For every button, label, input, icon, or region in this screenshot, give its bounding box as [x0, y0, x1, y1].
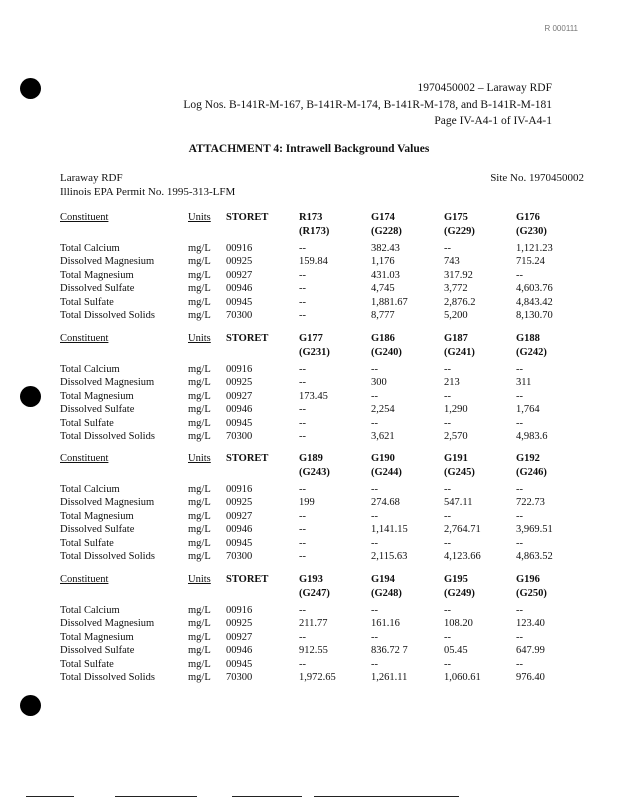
constituent-name: Dissolved Sulfate [60, 404, 135, 416]
units: mg/L [188, 524, 211, 536]
constituent-name: Dissolved Sulfate [60, 645, 135, 657]
table-row [60, 523, 586, 536]
value: -- [299, 484, 306, 495]
value: 431.03 [371, 269, 400, 281]
well-id: R173 [299, 212, 323, 223]
value: 647.99 [516, 645, 545, 657]
units: mg/L [188, 243, 211, 254]
facility-name: Laraway RDF [60, 172, 123, 184]
storet-code: 00916 [226, 243, 253, 254]
constituent-name: Total Dissolved Solids [60, 310, 155, 322]
table-row [60, 537, 586, 550]
storet-code: 00927 [226, 390, 253, 402]
storet-header: STORET [226, 212, 269, 223]
well-code: (G241) [444, 347, 475, 358]
storet-code: 00925 [226, 256, 253, 268]
storet-code: 00925 [226, 377, 253, 389]
well-code: (G229) [444, 226, 475, 237]
value: 317.92 [444, 269, 473, 281]
value: -- [299, 537, 306, 549]
units: mg/L [188, 484, 211, 495]
value: -- [444, 537, 451, 549]
value: 274.68 [371, 497, 400, 509]
well-code: (G231) [299, 347, 330, 358]
punch-hole [20, 695, 41, 716]
constituent-name: Dissolved Sulfate [60, 524, 135, 536]
attachment-title: ATTACHMENT 4: Intrawell Background Values [188, 143, 430, 155]
value: -- [516, 269, 523, 281]
storet-code: 00916 [226, 364, 253, 375]
value: -- [299, 296, 306, 308]
punch-hole [20, 78, 41, 99]
value: -- [371, 417, 378, 429]
background-values-table-2 [60, 332, 586, 443]
well-id: G188 [516, 333, 540, 344]
value: -- [299, 524, 306, 536]
storet-code: 00945 [226, 658, 253, 670]
storet-code: 00927 [226, 510, 253, 522]
value: 213 [444, 377, 460, 389]
value: 8,130.70 [516, 310, 553, 322]
value: 2,876.2 [444, 296, 476, 308]
value: -- [371, 484, 378, 495]
constituent-name: Dissolved Magnesium [60, 497, 155, 509]
signature-line [314, 796, 459, 797]
table-row [60, 510, 586, 523]
value: 4,863.52 [516, 551, 553, 563]
well-code: (G242) [516, 347, 547, 358]
storet-header: STORET [226, 453, 269, 464]
value: 2,115.63 [371, 551, 408, 563]
signature-line [115, 796, 197, 797]
constituent-header: Constituent [60, 333, 109, 344]
units: mg/L [188, 537, 211, 549]
storet-code: 70300 [226, 672, 253, 684]
storet-code: 00945 [226, 296, 253, 308]
well-code: (G245) [444, 467, 475, 478]
units: mg/L [188, 672, 211, 684]
storet-code: 00927 [226, 631, 253, 643]
value: 1,764 [516, 404, 540, 416]
value: 3,772 [444, 283, 468, 295]
value: -- [371, 364, 378, 375]
well-code-row [60, 346, 586, 363]
storet-code: 00925 [226, 497, 253, 509]
units: mg/L [188, 390, 211, 402]
page-stamp: R 000111 [544, 24, 578, 33]
units: mg/L [188, 605, 211, 616]
well-id: G194 [371, 574, 395, 585]
value: -- [299, 377, 306, 389]
storet-code: 70300 [226, 431, 253, 443]
storet-code: 00945 [226, 417, 253, 429]
value: 976.40 [516, 672, 545, 684]
units: mg/L [188, 510, 211, 522]
value: -- [516, 510, 523, 522]
value: 300 [371, 377, 387, 389]
value: 1,290 [444, 404, 468, 416]
value: -- [516, 417, 523, 429]
table-row [60, 390, 586, 403]
storet-code: 00946 [226, 524, 253, 536]
well-code: (G228) [371, 226, 402, 237]
storet-header: STORET [226, 333, 269, 344]
value: 836.72 7 [371, 645, 408, 657]
well-code: (G247) [299, 588, 330, 599]
value: -- [516, 390, 523, 402]
constituent-name: Total Calcium [60, 243, 120, 254]
value: -- [444, 658, 451, 670]
units-header: Units [188, 574, 211, 585]
units: mg/L [188, 283, 211, 295]
background-values-table-3 [60, 452, 586, 563]
storet-header: STORET [226, 574, 269, 585]
constituent-name: Total Sulfate [60, 296, 114, 308]
constituent-name: Total Magnesium [60, 390, 134, 402]
constituent-name: Total Sulfate [60, 417, 114, 429]
well-id: G192 [516, 453, 540, 464]
value: 382.43 [371, 243, 400, 254]
value: -- [444, 364, 451, 375]
table-row [60, 269, 586, 282]
well-id: G174 [371, 212, 395, 223]
storet-code: 00916 [226, 484, 253, 495]
value: -- [299, 269, 306, 281]
well-id: G191 [444, 453, 468, 464]
constituent-name: Total Magnesium [60, 269, 134, 281]
well-code: (G246) [516, 467, 547, 478]
permit-number: Illinois EPA Permit No. 1995-313-LFM [60, 186, 236, 198]
value: 2,764.71 [444, 524, 481, 536]
storet-code: 00946 [226, 404, 253, 416]
value: 912.55 [299, 645, 328, 657]
value: -- [299, 658, 306, 670]
value: -- [444, 510, 451, 522]
table-row [60, 550, 586, 563]
storet-code: 00945 [226, 537, 253, 549]
table-row [60, 617, 586, 630]
value: -- [371, 510, 378, 522]
value: -- [299, 431, 306, 443]
table-header-row [60, 573, 586, 587]
units: mg/L [188, 269, 211, 281]
units: mg/L [188, 645, 211, 657]
table-row [60, 282, 586, 295]
table-row [60, 242, 586, 255]
value: -- [516, 364, 523, 375]
signature-line [232, 796, 302, 797]
value: 123.40 [516, 618, 545, 630]
value: 108.20 [444, 618, 473, 630]
table-row [60, 417, 586, 430]
constituent-name: Total Calcium [60, 364, 120, 375]
units-header: Units [188, 212, 211, 223]
value: -- [299, 605, 306, 616]
value: 715.24 [516, 256, 545, 268]
value: 4,745 [371, 283, 395, 295]
table-header-row [60, 452, 586, 466]
value: 4,983.6 [516, 431, 548, 443]
background-values-table-1 [60, 211, 586, 322]
well-code-row [60, 587, 586, 604]
value: -- [371, 658, 378, 670]
table-row [60, 296, 586, 309]
value: 1,261.11 [371, 672, 408, 684]
value: -- [516, 605, 523, 616]
header-site-line: 1970450002 – Laraway RDF [417, 82, 552, 94]
constituent-name: Dissolved Magnesium [60, 377, 155, 389]
value: -- [444, 605, 451, 616]
value: 2,570 [444, 431, 468, 443]
units: mg/L [188, 631, 211, 643]
value: 722.73 [516, 497, 545, 509]
value: 199 [299, 497, 315, 509]
value: 1,881.67 [371, 296, 408, 308]
value: 2,254 [371, 404, 395, 416]
value: -- [444, 243, 451, 254]
well-id: G196 [516, 574, 540, 585]
storet-code: 00946 [226, 645, 253, 657]
background-values-table-4 [60, 573, 586, 684]
value: -- [299, 310, 306, 322]
well-code: (R173) [299, 226, 330, 237]
well-id: G193 [299, 574, 323, 585]
value: -- [299, 510, 306, 522]
value: 8,777 [371, 310, 395, 322]
constituent-name: Dissolved Sulfate [60, 283, 135, 295]
value: 173.45 [299, 390, 328, 402]
value: 05.45 [444, 645, 468, 657]
storet-code: 00927 [226, 269, 253, 281]
value: -- [444, 631, 451, 643]
value: -- [299, 243, 306, 254]
table-row [60, 309, 586, 322]
well-code-row [60, 466, 586, 483]
constituent-header: Constituent [60, 453, 109, 464]
well-id: G190 [371, 453, 395, 464]
table-header-row [60, 332, 586, 346]
storet-code: 70300 [226, 310, 253, 322]
table-row [60, 658, 586, 671]
value: -- [371, 390, 378, 402]
value: -- [371, 605, 378, 616]
value: -- [371, 631, 378, 643]
signature-line [26, 796, 74, 797]
value: -- [299, 283, 306, 295]
units: mg/L [188, 296, 211, 308]
units: mg/L [188, 256, 211, 268]
table-row [60, 376, 586, 389]
well-code: (G240) [371, 347, 402, 358]
value: 4,123.66 [444, 551, 481, 563]
units: mg/L [188, 658, 211, 670]
well-id: G189 [299, 453, 323, 464]
constituent-header: Constituent [60, 212, 109, 223]
table-header-row [60, 211, 586, 225]
storet-code: 00925 [226, 618, 253, 630]
constituent-name: Total Calcium [60, 484, 120, 495]
value: -- [299, 404, 306, 416]
value: -- [516, 631, 523, 643]
well-code: (G230) [516, 226, 547, 237]
value: 743 [444, 256, 460, 268]
well-code-row [60, 225, 586, 242]
well-id: G176 [516, 212, 540, 223]
well-id: G186 [371, 333, 395, 344]
constituent-name: Total Magnesium [60, 631, 134, 643]
table-row [60, 430, 586, 443]
storet-code: 70300 [226, 551, 253, 563]
value: 4,843.42 [516, 296, 553, 308]
units: mg/L [188, 551, 211, 563]
table-row [60, 483, 586, 496]
well-code: (G244) [371, 467, 402, 478]
value: 3,969.51 [516, 524, 553, 536]
constituent-name: Total Sulfate [60, 537, 114, 549]
table-row [60, 644, 586, 657]
constituent-name: Total Dissolved Solids [60, 672, 155, 684]
value: -- [444, 484, 451, 495]
value: 1,972.65 [299, 672, 336, 684]
site-number: Site No. 1970450002 [490, 172, 584, 184]
value: 1,176 [371, 256, 395, 268]
table-row [60, 604, 586, 617]
constituent-name: Total Calcium [60, 605, 120, 616]
units: mg/L [188, 618, 211, 630]
well-id: G175 [444, 212, 468, 223]
table-row [60, 671, 586, 684]
storet-code: 00916 [226, 605, 253, 616]
value: 1,121.23 [516, 243, 553, 254]
well-id: G187 [444, 333, 468, 344]
units-header: Units [188, 333, 211, 344]
constituent-name: Total Magnesium [60, 510, 134, 522]
units: mg/L [188, 431, 211, 443]
value: -- [516, 537, 523, 549]
well-id: G177 [299, 333, 323, 344]
header-page-number: Page IV-A4-1 of IV-A4-1 [434, 115, 552, 127]
constituent-name: Total Dissolved Solids [60, 551, 155, 563]
well-code: (G243) [299, 467, 330, 478]
table-row [60, 631, 586, 644]
value: 5,200 [444, 310, 468, 322]
value: -- [299, 364, 306, 375]
units: mg/L [188, 310, 211, 322]
constituent-name: Dissolved Magnesium [60, 256, 155, 268]
value: -- [444, 390, 451, 402]
constituent-name: Total Sulfate [60, 658, 114, 670]
value: 311 [516, 377, 532, 389]
value: 211.77 [299, 618, 328, 630]
units: mg/L [188, 377, 211, 389]
value: -- [299, 551, 306, 563]
value: 1,141.15 [371, 524, 408, 536]
units-header: Units [188, 453, 211, 464]
units: mg/L [188, 497, 211, 509]
value: -- [299, 417, 306, 429]
table-row [60, 403, 586, 416]
value: -- [444, 417, 451, 429]
well-code: (G250) [516, 588, 547, 599]
value: 161.16 [371, 618, 400, 630]
constituent-header: Constituent [60, 574, 109, 585]
value: -- [516, 658, 523, 670]
table-row [60, 255, 586, 268]
constituent-name: Dissolved Magnesium [60, 618, 155, 630]
units: mg/L [188, 364, 211, 375]
constituent-name: Total Dissolved Solids [60, 431, 155, 443]
value: 547.11 [444, 497, 473, 509]
value: -- [371, 537, 378, 549]
value: -- [299, 631, 306, 643]
header-log-numbers: Log Nos. B-141R-M-167, B-141R-M-174, B-141R-M-178, and B-141R-M-181 [183, 99, 552, 111]
value: 4,603.76 [516, 283, 553, 295]
units: mg/L [188, 404, 211, 416]
value: 3,621 [371, 431, 395, 443]
units: mg/L [188, 417, 211, 429]
table-row [60, 363, 586, 376]
well-code: (G248) [371, 588, 402, 599]
well-code: (G249) [444, 588, 475, 599]
value: 1,060.61 [444, 672, 481, 684]
table-row [60, 496, 586, 509]
well-id: G195 [444, 574, 468, 585]
storet-code: 00946 [226, 283, 253, 295]
value: 159.84 [299, 256, 328, 268]
value: -- [516, 484, 523, 495]
punch-hole [20, 386, 41, 407]
